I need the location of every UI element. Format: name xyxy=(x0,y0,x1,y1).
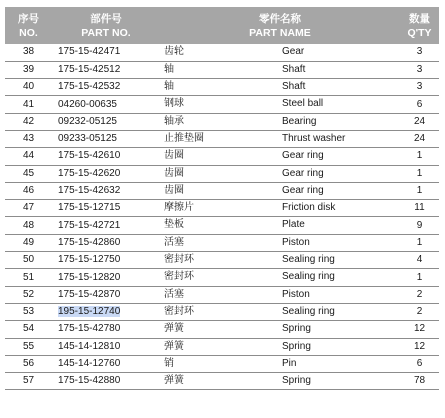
part-name-cn: 齿轮 xyxy=(164,46,184,57)
part-name-cell xyxy=(160,61,400,78)
row-number: 44 xyxy=(5,148,52,165)
part-number-cell xyxy=(52,355,160,372)
table-row xyxy=(5,44,439,61)
part-name-cn: 活塞 xyxy=(164,288,184,300)
part-number-cell xyxy=(52,96,160,113)
part-name-cell xyxy=(160,252,400,269)
quantity: 24 xyxy=(400,113,439,130)
part-number-cell xyxy=(52,165,160,182)
part-number: 175-15-42721 xyxy=(58,219,121,231)
part-name-cell xyxy=(160,165,400,182)
part-name-cn: 齿圈 xyxy=(164,167,184,179)
part-number: 175-15-42860 xyxy=(58,236,121,248)
part-number: 175-15-42532 xyxy=(58,81,121,93)
quantity: 9 xyxy=(400,217,439,234)
part-name-cell xyxy=(160,373,400,390)
row-number: 51 xyxy=(5,269,52,286)
part-number: 175-15-42870 xyxy=(58,288,121,300)
quantity: 1 xyxy=(400,234,439,251)
table-row xyxy=(5,113,439,130)
part-name-en: Gear ring xyxy=(282,184,324,196)
part-number: 175-15-42880 xyxy=(58,375,121,387)
quantity: 3 xyxy=(400,79,439,96)
table-row xyxy=(5,200,439,217)
quantity: 2 xyxy=(400,303,439,320)
table-row xyxy=(5,182,439,199)
part-name-cn: 密封环 xyxy=(164,305,194,317)
part-name-cell xyxy=(160,200,400,217)
part-name-en: Steel ball xyxy=(282,98,324,110)
part-name-cell xyxy=(160,234,400,251)
part-name-cn: 齿圈 xyxy=(164,184,184,196)
row-number: 50 xyxy=(5,252,52,269)
part-number-cell xyxy=(52,234,160,251)
part-number: 145-14-12810 xyxy=(58,340,121,352)
quantity: 4 xyxy=(400,252,439,269)
part-number-cell xyxy=(52,252,160,269)
header-part-no xyxy=(52,6,160,44)
part-name-en: Thrust washer xyxy=(282,132,346,144)
row-number: 53 xyxy=(5,303,52,320)
part-name-en: Sealing ring xyxy=(282,254,335,266)
part-name-cell xyxy=(160,321,400,338)
header-part-name-cn: 零件名称 xyxy=(259,12,301,25)
table-row xyxy=(5,373,439,390)
quantity: 78 xyxy=(400,373,439,390)
table-row xyxy=(5,252,439,269)
row-number: 57 xyxy=(5,373,52,390)
quantity: 3 xyxy=(400,61,439,78)
part-number-cell xyxy=(52,373,160,390)
part-name-cn: 钢球 xyxy=(164,98,184,110)
header-qty-en: Q'TY xyxy=(407,26,432,39)
part-number-cell xyxy=(52,113,160,130)
part-number: 175-15-12820 xyxy=(58,271,121,283)
part-number: 145-14-12760 xyxy=(58,357,121,369)
quantity: 24 xyxy=(400,130,439,147)
table-header xyxy=(5,6,439,44)
part-name-en: Pin xyxy=(282,357,297,369)
table-row xyxy=(5,148,439,165)
row-number: 42 xyxy=(5,113,52,130)
row-number: 48 xyxy=(5,217,52,234)
part-number-cell xyxy=(52,286,160,303)
part-number-cell xyxy=(52,130,160,147)
part-name-en: Friction disk xyxy=(282,202,336,214)
quantity: 11 xyxy=(400,200,439,217)
part-name-en: Sealing ring xyxy=(282,305,335,317)
part-name-cn: 密封环 xyxy=(164,254,194,266)
table-row xyxy=(5,338,439,355)
table-row xyxy=(5,217,439,234)
part-number: 175-15-42610 xyxy=(58,150,121,162)
table-row xyxy=(5,96,439,113)
part-number: 09233-05125 xyxy=(58,133,117,145)
header-no-cn: 序号 xyxy=(18,12,39,25)
header-part-name xyxy=(160,6,400,44)
row-number: 46 xyxy=(5,182,52,199)
table-row xyxy=(5,234,439,251)
quantity: 12 xyxy=(400,338,439,355)
part-name-en: Plate xyxy=(282,219,305,231)
part-name-cn: 密封环 xyxy=(164,271,194,283)
part-name-en: Shaft xyxy=(282,63,306,75)
part-number: 195-15-12740 xyxy=(58,306,121,318)
table-row xyxy=(5,286,439,303)
part-number: 175-15-12750 xyxy=(58,254,121,266)
header-qty-cn: 数量 xyxy=(409,12,430,25)
row-number: 43 xyxy=(5,130,52,147)
quantity: 12 xyxy=(400,321,439,338)
part-name-en: Bearing xyxy=(282,115,317,127)
table-row xyxy=(5,79,439,96)
part-name-cn: 弹簧 xyxy=(164,323,184,335)
row-number: 54 xyxy=(5,321,52,338)
part-number-cell xyxy=(52,303,160,320)
part-number-cell xyxy=(52,338,160,355)
header-part-no-cn: 部件号 xyxy=(90,12,122,25)
part-name-en: Spring xyxy=(282,340,311,352)
part-name-en: Spring xyxy=(282,375,311,387)
part-number-cell xyxy=(52,269,160,286)
part-name-cn: 齿圈 xyxy=(164,150,184,162)
part-name-cell xyxy=(160,355,400,372)
quantity: 1 xyxy=(400,269,439,286)
part-name-cell xyxy=(160,217,400,234)
header-part-name-en: PART NAME xyxy=(249,26,311,39)
table-row xyxy=(5,165,439,182)
part-number-cell xyxy=(52,200,160,217)
part-name-cn: 轴承 xyxy=(164,115,184,127)
part-number-cell xyxy=(52,79,160,96)
quantity: 6 xyxy=(400,96,439,113)
part-name-cn: 摩擦片 xyxy=(164,202,194,214)
part-name-cell xyxy=(160,269,400,286)
table-row xyxy=(5,61,439,78)
table-body xyxy=(5,44,439,390)
header-qty xyxy=(400,6,439,44)
part-name-cell xyxy=(160,338,400,355)
part-name-en: Gear ring xyxy=(282,150,324,162)
quantity: 1 xyxy=(400,182,439,199)
part-number: 175-15-42471 xyxy=(58,46,121,58)
row-number: 49 xyxy=(5,234,52,251)
row-number: 39 xyxy=(5,61,52,78)
part-name-cell xyxy=(160,303,400,320)
part-name-cn: 轴 xyxy=(164,63,174,75)
parts-table xyxy=(5,5,439,390)
part-name-cn: 活塞 xyxy=(164,236,184,248)
part-name-en: Gear xyxy=(282,46,305,57)
part-name-en: Piston xyxy=(282,288,310,300)
part-name-cell xyxy=(160,96,400,113)
table-row xyxy=(5,303,439,320)
part-name-cn: 销 xyxy=(164,357,174,369)
table-row xyxy=(5,269,439,286)
quantity: 1 xyxy=(400,165,439,182)
part-name-cell xyxy=(160,130,400,147)
part-number: 09232-05125 xyxy=(58,115,117,127)
part-number: 175-15-42620 xyxy=(58,167,121,179)
part-number: 175-15-42780 xyxy=(58,323,121,335)
part-name-en: Shaft xyxy=(282,81,306,93)
table-row xyxy=(5,130,439,147)
part-number-cell xyxy=(52,182,160,199)
row-number: 41 xyxy=(5,96,52,113)
part-name-cell xyxy=(160,182,400,199)
row-number: 38 xyxy=(5,44,52,61)
header-part-no-en: PART NO. xyxy=(81,26,131,39)
part-number-cell xyxy=(52,217,160,234)
part-name-en: Sealing ring xyxy=(282,271,335,283)
part-name-cn: 轴 xyxy=(164,81,174,93)
row-number: 52 xyxy=(5,286,52,303)
part-number: 175-15-12715 xyxy=(58,202,121,214)
part-name-cn: 止推垫圈 xyxy=(164,132,204,144)
part-number-cell xyxy=(52,61,160,78)
part-name-cn: 垫板 xyxy=(164,219,184,231)
part-number-cell xyxy=(52,148,160,165)
header-no xyxy=(5,6,52,44)
part-number: 175-15-42632 xyxy=(58,185,121,197)
row-number: 56 xyxy=(5,355,52,372)
row-number: 40 xyxy=(5,79,52,96)
part-name-cell xyxy=(160,44,400,61)
part-name-cell xyxy=(160,286,400,303)
part-name-cell xyxy=(160,79,400,96)
part-name-en: Piston xyxy=(282,236,310,248)
row-number: 45 xyxy=(5,165,52,182)
part-name-cn: 弹簧 xyxy=(164,375,184,387)
quantity: 1 xyxy=(400,148,439,165)
header-no-en: NO. xyxy=(19,26,38,39)
part-number-cell xyxy=(52,321,160,338)
part-number-cell xyxy=(52,44,160,61)
part-name-cell xyxy=(160,148,400,165)
quantity: 6 xyxy=(400,355,439,372)
part-name-en: Spring xyxy=(282,323,311,335)
quantity: 3 xyxy=(400,44,439,61)
header-row xyxy=(5,6,439,44)
part-number: 175-15-42512 xyxy=(58,63,121,75)
part-number: 04260-00635 xyxy=(58,98,117,110)
table-row xyxy=(5,321,439,338)
part-name-en: Gear ring xyxy=(282,167,324,179)
table-row xyxy=(5,355,439,372)
quantity: 2 xyxy=(400,286,439,303)
part-name-cell xyxy=(160,113,400,130)
row-number: 47 xyxy=(5,200,52,217)
row-number: 55 xyxy=(5,338,52,355)
part-name-cn: 弹簧 xyxy=(164,340,184,352)
